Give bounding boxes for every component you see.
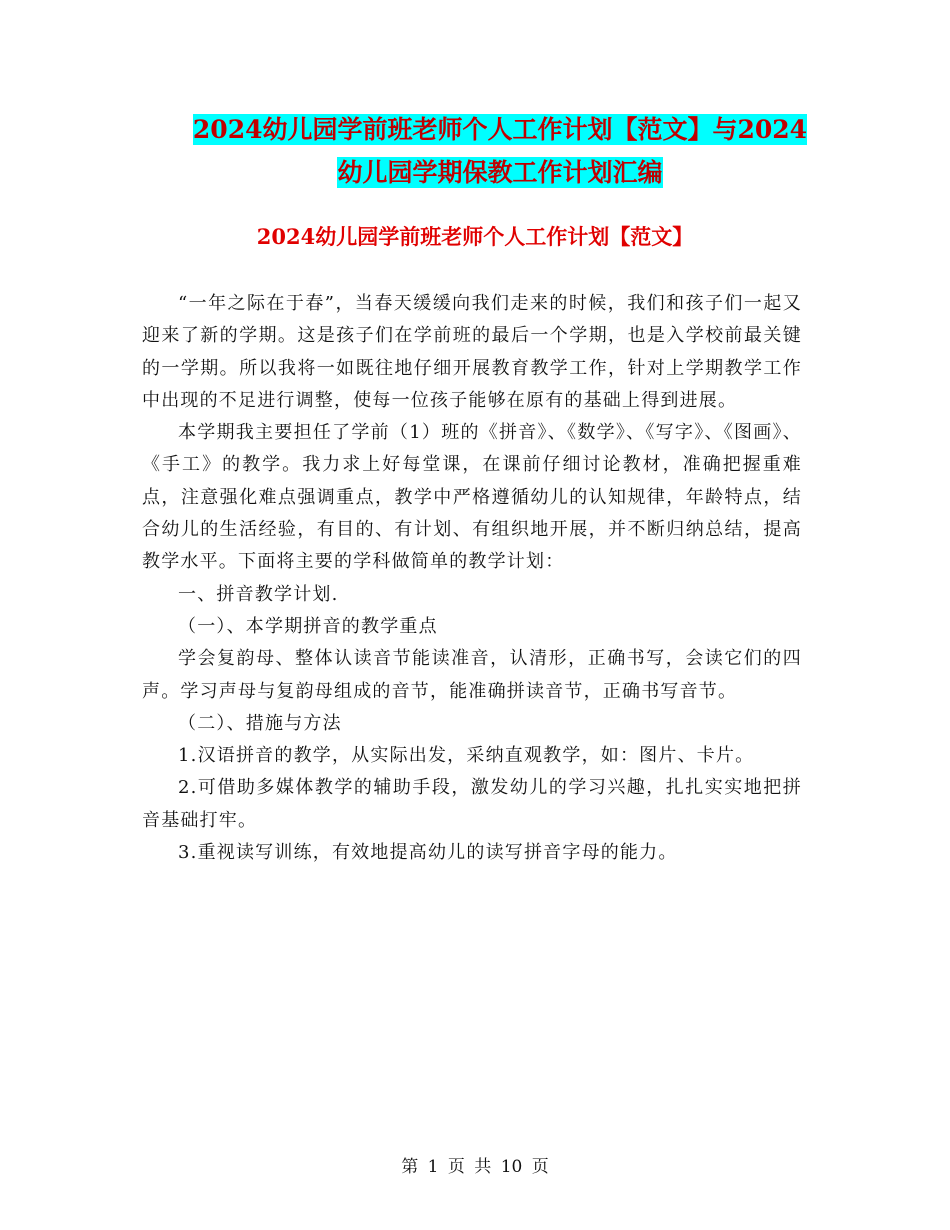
paragraph-intro: “一年之际在于春”，当春天缓缓向我们走来的时候，我们和孩子们一起又迎来了新的学期。这是孩子们在学前班的最后一个学期，也是入学校前最关键的一学期。所以我将一如既往地仔细开展教育教学工作，针对上学期教学工作中出现的不足进行调整，使每一位孩子能够在原有的基础上得到进展。 [142,293,802,411]
heading-pinyin-plan: 一、拼音教学计划. [178,583,339,605]
document-body [142,288,802,869]
list-item-measure-1: 1.汉语拼音的教学，从实际出发，采纳直观教学，如：图片、卡片。 [178,745,755,767]
list-item-measure-2: 2.可借助多媒体教学的辅助手段，激发幼儿的学习兴趣，扎扎实实地把拼音基础打牢。 [142,777,802,831]
paragraph-pinyin-focus: 学会复韵母、整体认读音节能读准音，认清形，正确书写，会读它们的四声。学习声母与复韵母组成的音节，能准确拼读音节，正确书写音节。 [142,648,802,702]
heading-pinyin-focus: （一）、本学期拼音的教学重点 [178,615,438,637]
page-footer: 第 1 页 共 10 页 [401,1157,549,1177]
list-item-measure-3: 3.重视读写训练，有效地提高幼儿的读写拼音字母的能力。 [178,842,678,864]
document-title-line-1-text: 2024幼儿园学前班老师个人工作计划【范文】与2024 [192,115,808,144]
paragraph-teaching-duties: 本学期我主要担任了学前（1）班的《拼音》、《数学》、《写字》、《图画》、《手工》的教学。我力求上好每堂课，在课前仔细讨论教材，准确把握重难点，注意强化难点强调重点，教学中严格遵循幼儿的认知规律，年龄特点，结合幼儿的生活经验，有目的、有计划、有组织地开展，并不断归纳总结，提高教学水平。下面将主要的学科做简单的教学计划： [142,422,802,573]
heading-measures: （二）、措施与方法 [178,712,342,734]
section-title: 2024幼儿园学前班老师个人工作计划【范文】 [256,224,694,249]
document-title-line-1 [140,113,860,147]
document-title-line-2 [140,156,860,190]
document-title-line-2-text: 幼儿园学期保教工作计划汇编 [337,158,663,187]
